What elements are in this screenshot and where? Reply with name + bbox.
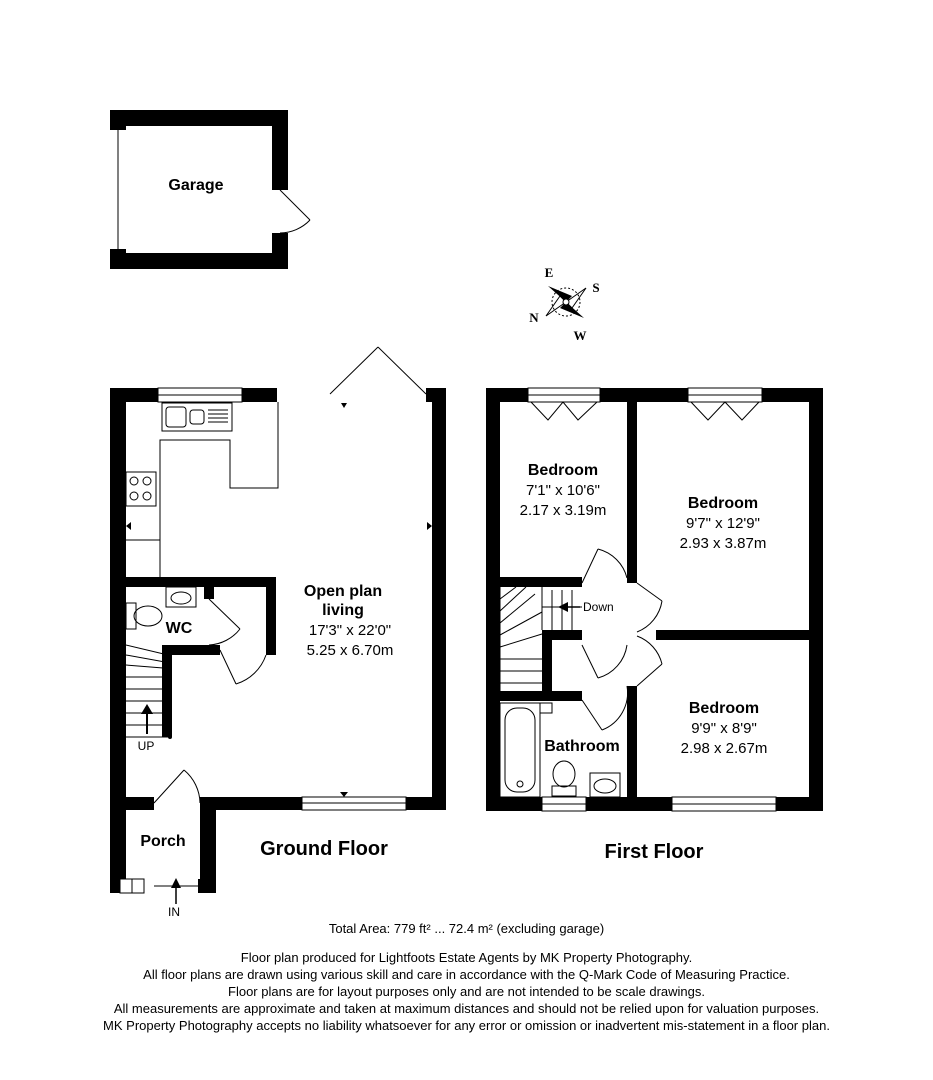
first-floor-plan xyxy=(486,388,823,863)
disclaimer-line: All measurements are approximate and taken at maximum distances and should not be relied upon for valuation purposes. xyxy=(113,1001,820,1016)
first-window-bed2 xyxy=(688,388,762,420)
first-window-bed3 xyxy=(672,797,776,811)
entrance-arrow-icon xyxy=(171,878,181,904)
garage xyxy=(110,110,310,269)
stairs-down-label: Down xyxy=(583,600,614,614)
bedroom3-label: Bedroom xyxy=(688,700,760,717)
bedroom3-dim-imperial: 9'9" x 8'9" xyxy=(691,720,757,737)
stairs-up-label: UP xyxy=(137,739,155,753)
bedroom1-dim-metric: 2.17 x 3.19m xyxy=(519,502,607,519)
porch-window xyxy=(120,879,144,893)
bathroom-label: Bathroom xyxy=(544,738,620,755)
hall-door xyxy=(220,650,266,684)
ground-window-kitchen xyxy=(158,388,242,402)
wc-door xyxy=(209,599,240,645)
wc-label: WC xyxy=(165,620,193,637)
disclaimer-notes xyxy=(0,949,933,1034)
disclaimer-line: MK Property Photography accepts no liability whatsoever for any error or omission or inadvertent mis-statement in a floor plan. xyxy=(103,1018,830,1033)
bedroom1-dim-imperial: 7'1" x 10'6" xyxy=(526,482,600,499)
down-arrow-icon xyxy=(558,602,580,612)
ground-floor-plan xyxy=(110,347,446,919)
bedroom2-dim-metric: 2.93 x 3.87m xyxy=(679,535,767,552)
disclaimer-line: All floor plans are drawn using various skill and care in accordance with the Q-Mark Code of Measuring Practice. xyxy=(143,967,790,982)
ground-floor-title: Ground Floor xyxy=(260,838,388,860)
living-dim-metric: 5.25 x 6.70m xyxy=(306,642,394,659)
porch-door xyxy=(154,770,200,803)
living-dim-imperial: 17'3" x 22'0" xyxy=(308,622,392,639)
bathroom-door xyxy=(582,686,628,730)
living-name-line2: living xyxy=(322,602,364,619)
bedroom2-label: Bedroom xyxy=(687,495,759,512)
hob-icon xyxy=(126,472,156,506)
bathroom-toilet-icon xyxy=(552,761,576,796)
first-window-bathroom xyxy=(542,797,586,811)
wc-basin-icon xyxy=(166,587,196,607)
ground-window-living xyxy=(302,797,406,810)
compass-west: W xyxy=(573,328,587,343)
disclaimer-line: Floor plans are for layout purposes only and are not intended to be scale drawings. xyxy=(228,984,705,999)
bedroom3-door xyxy=(637,636,662,686)
bedroom2-dim-imperial: 9'7" x 12'9" xyxy=(686,515,760,532)
entrance-label: IN xyxy=(168,905,180,919)
kitchen-worktop xyxy=(126,402,278,540)
up-arrow-icon xyxy=(141,704,153,734)
bedroom3-dim-metric: 2.98 x 2.67m xyxy=(680,740,768,757)
bedroom2-door xyxy=(637,583,662,632)
compass-north: N xyxy=(529,310,539,325)
bedroom1-door xyxy=(582,549,627,583)
compass-east: E xyxy=(544,265,554,280)
compass-icon xyxy=(529,265,599,343)
porch-label: Porch xyxy=(140,833,186,850)
garage-label: Garage xyxy=(168,177,224,194)
first-window-bed1 xyxy=(528,388,600,420)
total-area: Total Area: 779 ft² ... 72.4 m² (excluding garage) xyxy=(328,921,605,936)
disclaimer-line: Floor plan produced for Lightfoots Estate Agents by MK Property Photography. xyxy=(240,950,693,965)
garage-door xyxy=(280,190,310,233)
living-name-line1: Open plan xyxy=(303,583,383,600)
bedroom1-label: Bedroom xyxy=(527,462,599,479)
compass-south: S xyxy=(592,280,600,295)
first-floor-title: First Floor xyxy=(604,841,704,863)
bathroom-basin-icon xyxy=(590,773,620,797)
landing-door xyxy=(582,645,627,678)
toilet-icon xyxy=(126,603,162,629)
patio-doors xyxy=(330,347,426,394)
